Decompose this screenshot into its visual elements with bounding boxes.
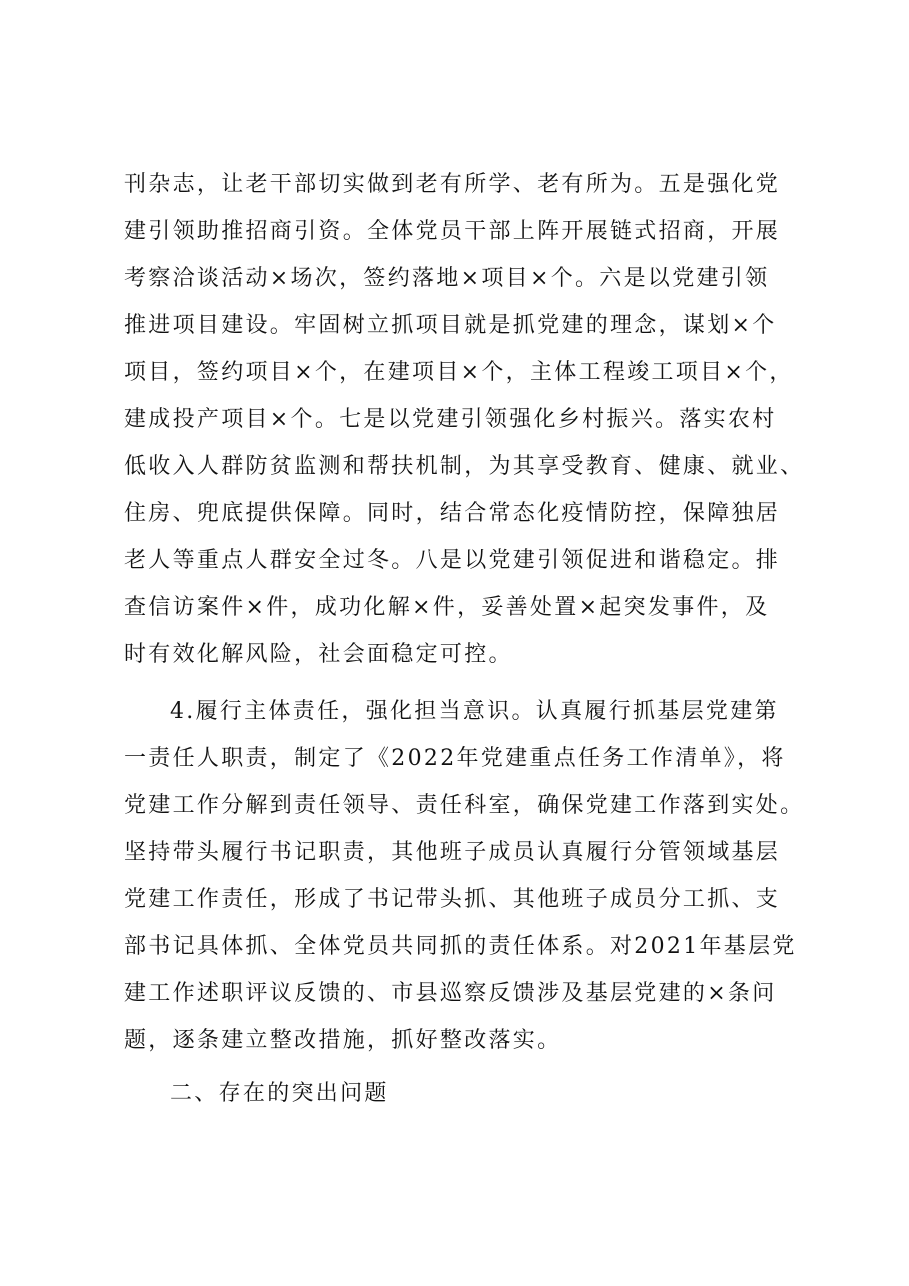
section-heading: 二、存在的突出问题: [170, 1081, 389, 1106]
paragraph-line: 查信访案件×件，成功化解×件，妥善处置×起突发事件，及: [124, 595, 770, 620]
paragraph-line: 坚持带头履行书记职责，其他班子成员认真履行分管领域基层: [124, 840, 781, 865]
paragraph-line: 建成投产项目×个。七是以党建引领强化乡村振兴。落实农村: [124, 407, 777, 432]
paragraph-line: 时有效化解风险，社会面稳定可控。: [124, 642, 513, 667]
paragraph-line: 住房、兜底提供保障。同时，结合常态化疫情防控，保障独居: [124, 501, 781, 526]
paragraph-line: 4.履行主体责任，强化担当意识。认真履行抓基层党建第: [170, 699, 779, 724]
paragraph-line: 刊杂志，让老干部切实做到老有所学、老有所为。五是强化党: [124, 172, 781, 197]
paragraph-line: 建引领助推招商引资。全体党员干部上阵开展链式招商，开展: [124, 219, 781, 244]
paragraph-line: 建工作述职评议反馈的、市县巡察反馈涉及基层党建的×条问: [124, 981, 777, 1006]
paragraph-line: 考察洽谈活动×场次，签约落地×项目×个。六是以党建引领: [124, 266, 770, 291]
paragraph-line: 项目，签约项目×个，在建项目×个，主体工程竣工项目×个，: [124, 360, 794, 385]
paragraph-line: 推进项目建设。牢固树立抓项目就是抓党建的理念，谋划×个: [124, 313, 777, 338]
paragraph-line: 一责任人职责，制定了《2022年党建重点任务工作清单》，将: [124, 746, 786, 771]
paragraph-line: 低收入人群防贫监测和帮扶机制，为其享受教育、健康、就业、: [124, 454, 805, 479]
paragraph-line: 老人等重点人群安全过冬。八是以党建引领促进和谐稳定。排: [124, 548, 781, 573]
paragraph-line: 部书记具体抓、全体党员共同抓的责任体系。对2021年基层党: [124, 934, 797, 959]
paragraph-line: 题，逐条建立整改措施，抓好整改落实。: [124, 1028, 562, 1053]
paragraph-line: 党建工作责任，形成了书记带头抓、其他班子成员分工抓、支: [124, 887, 781, 912]
paragraph-line: 党建工作分解到责任领导、责任科室，确保党建工作落到实处。: [124, 793, 805, 818]
